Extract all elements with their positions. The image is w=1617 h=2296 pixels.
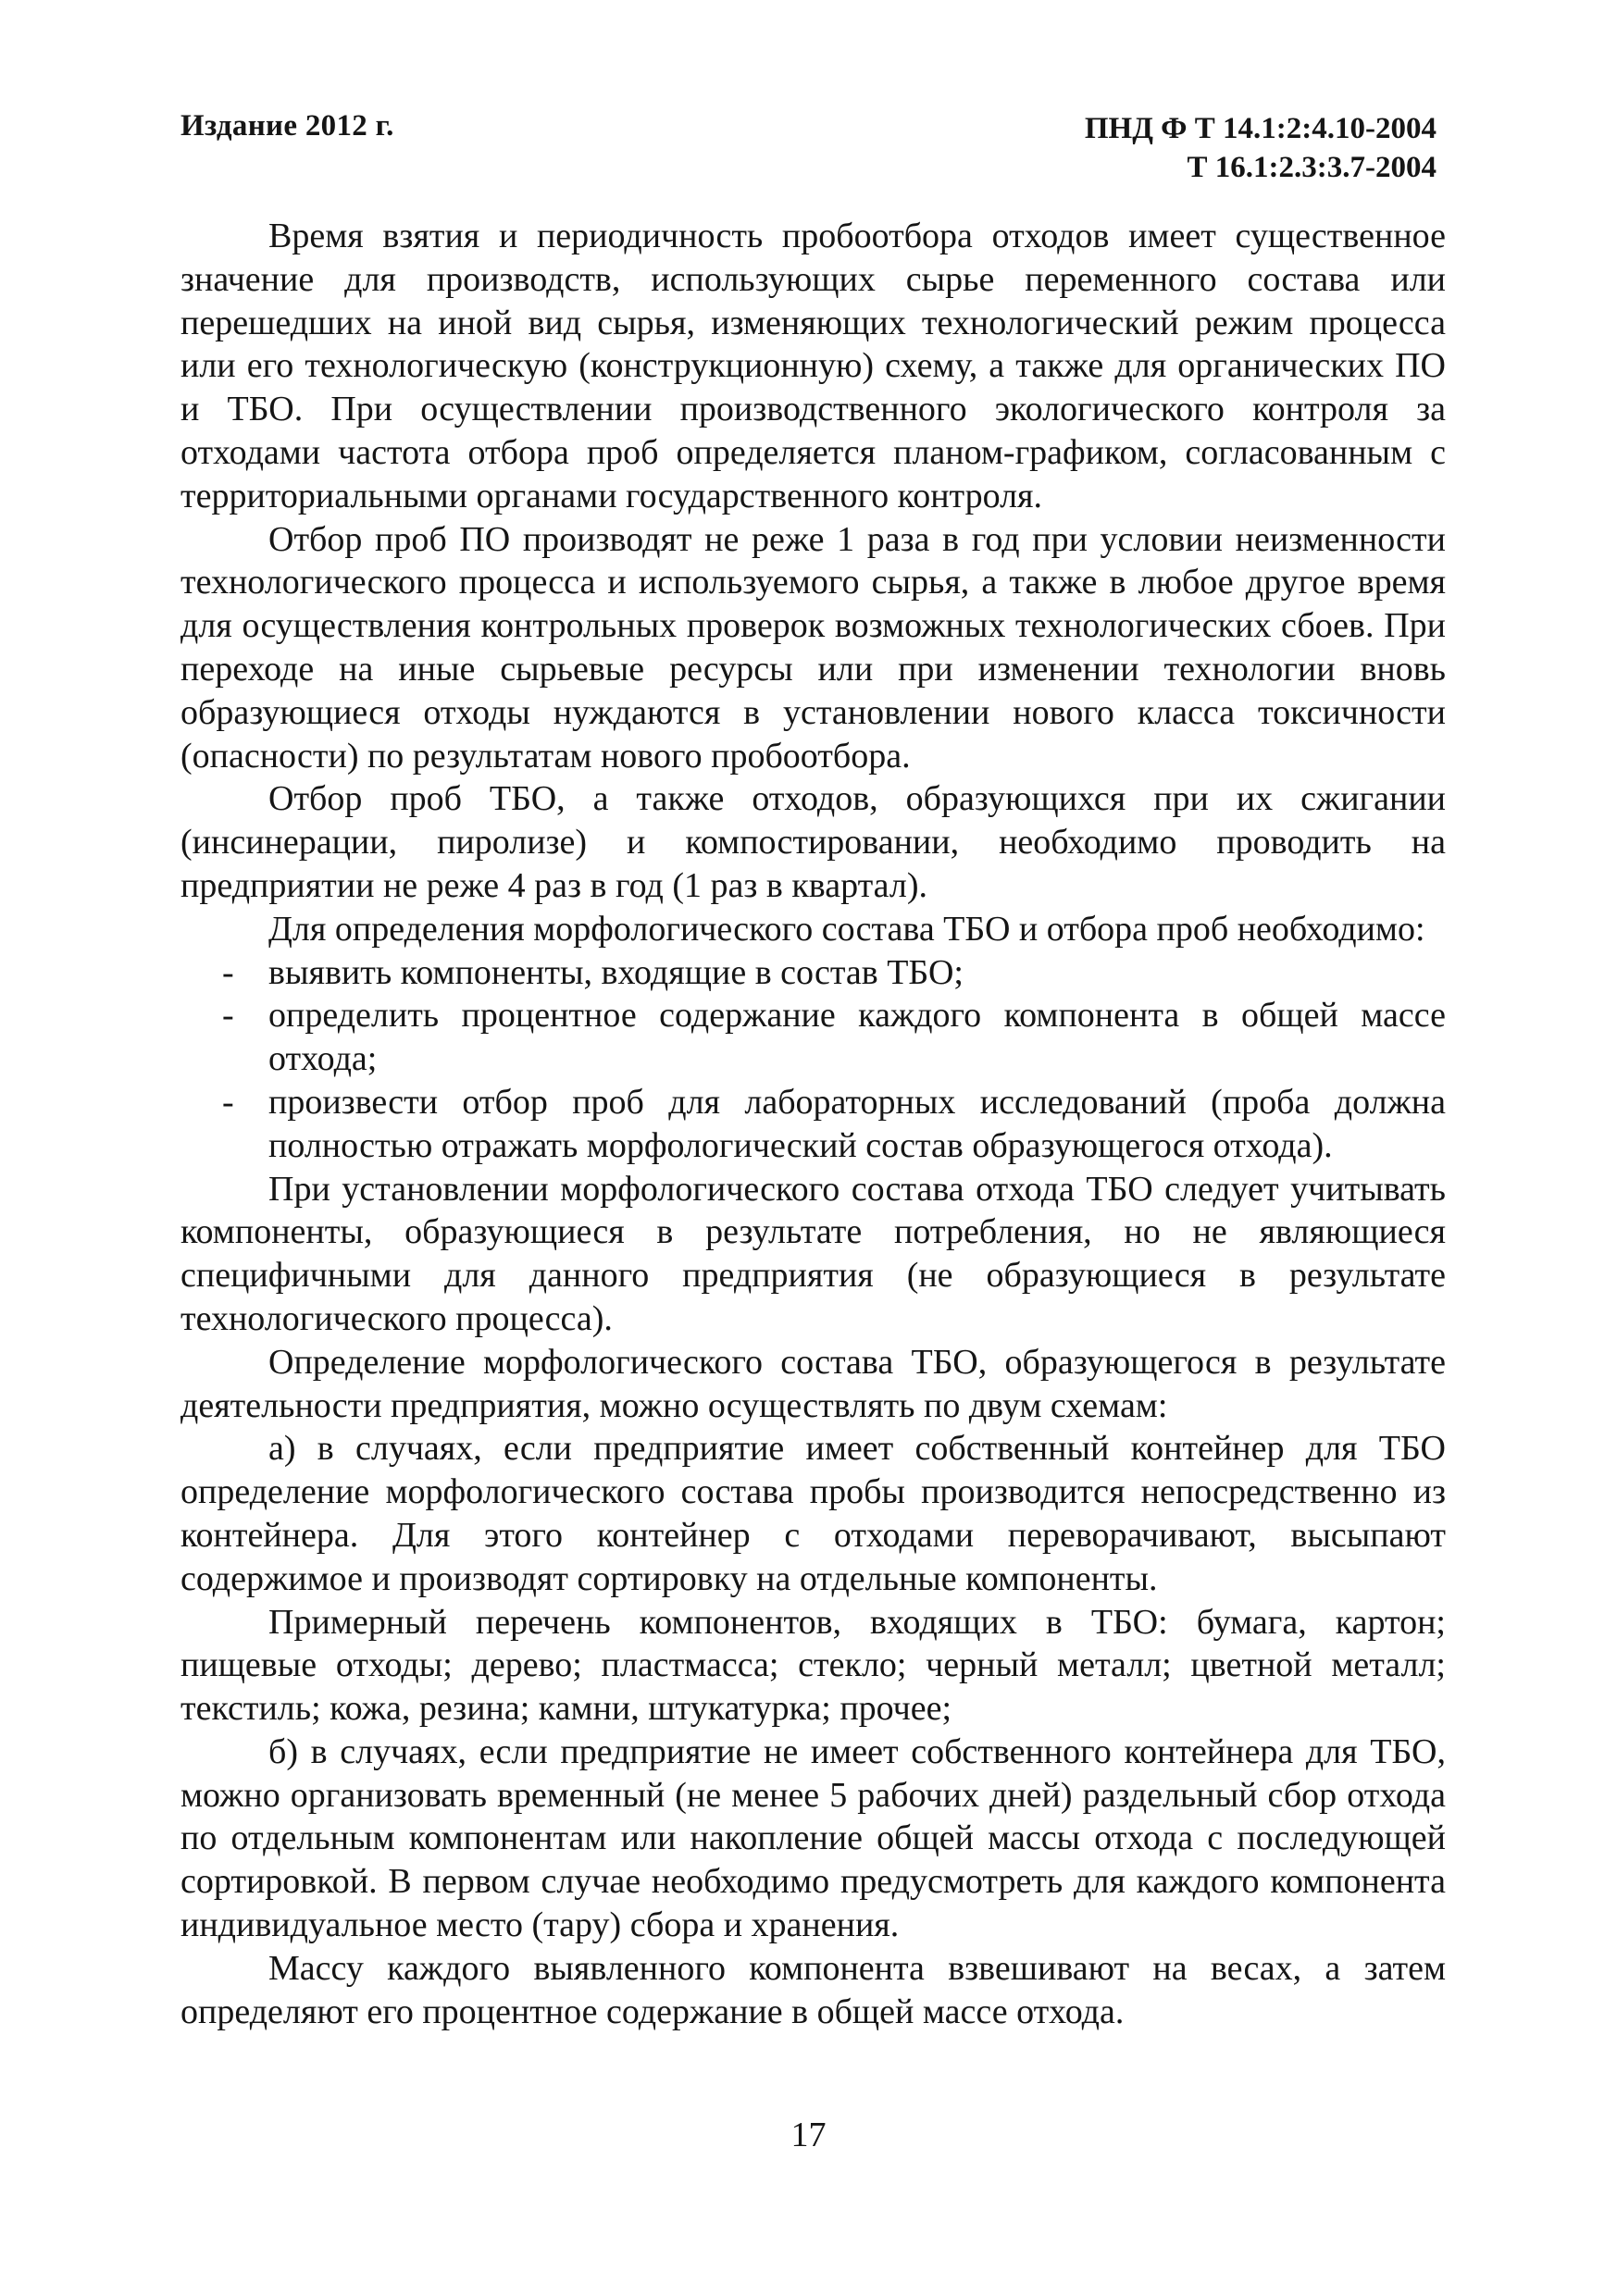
list-item: [180, 951, 1446, 995]
list-item-text: произвести отбор проб для лабораторных исследований (проба должна полностью отражать морфологический состав образующегося отхода).: [268, 1082, 1446, 1165]
paragraph-scheme-b: б) в случаях, если предприятие не имеет собственного контейнера для ТБО, можно организовать временный (не менее 5 рабочих дней) раздельный сбор отхода по отдельным компонентам или накопление общей массы отхода с последующей сортировкой. В первом случае необходимо предусмотреть для каждого компонента индивидуальное место (тару) сбора и хранения.: [180, 1731, 1446, 1945]
list-marker: -: [222, 1082, 234, 1122]
paragraph-morphology-intro: Для определения морфологического состава ТБО и отбора проб необходимо:: [268, 909, 1425, 949]
paragraph-tbo-sampling: Отбор проб ТБО, а также отходов, образующихся при их сжигании (инсинерации, пиролизе) и компостировании, необходимо проводить на предприятии не реже 4 раз в год (1 раз в квартал).: [180, 779, 1446, 905]
list-marker: -: [222, 996, 234, 1036]
document-code-line-1: ПНД Ф Т 14.1:2:4.10-2004: [1084, 112, 1437, 145]
body-text: [180, 215, 1446, 2033]
paragraph-sampling-timing: Время взятия и периодичность пробоотбора отходов имеет существенное значение для производств, использующих сырье переменного состава или перешедших на иной вид сырья, изменяющих технологический режим процесса или его технологическую (конструкционную) схему, а также для органических ПО и ТБО. При осуществлении производственного экологического контроля за отходами частота отбора проб определяется планом-графиком, согласованным с территориальными органами государственного контроля.: [180, 217, 1446, 515]
requirements-list: [180, 951, 1446, 1168]
edition-label: Издание 2012 г.: [180, 109, 394, 143]
page-number: 17: [790, 2116, 827, 2154]
document-code: [1085, 109, 1437, 187]
paragraph-components-consideration: При установлении морфологического состава отхода ТБО следует учитывать компоненты, образующиеся в результате потребления, но не являющиеся специфичными для данного предприятия (не образующиеся в результате технологического процесса).: [180, 1169, 1446, 1338]
paragraph-two-schemes: Определение морфологического состава ТБО, образующегося в результате деятельности предприятия, можно осуществлять по двум схемам:: [180, 1342, 1446, 1425]
list-marker: -: [222, 952, 234, 992]
list-item: [180, 1081, 1446, 1168]
list-item: [180, 994, 1446, 1081]
paragraph-scheme-a: а) в случаях, если предприятие имеет собственный контейнер для ТБО определение морфологического состава пробы производится непосредственно из контейнера. Для этого контейнер с отходами переворачивают, высыпают содержимое и производят сортировку на отдельные компоненты.: [180, 1429, 1446, 1598]
paragraph-component-list: Примерный перечень компонентов, входящих в ТБО: бумага, картон; пищевые отходы; дерево; пластмасса; стекло; черный металл; цветной металл; текстиль; кожа, резина; камни, штукатурка; прочее;: [180, 1602, 1446, 1729]
list-item-text: определить процентное содержание каждого компонента в общей массе отхода;: [268, 996, 1446, 1079]
document-code-line-2: Т 16.1:2.3:3.7-2004: [1187, 151, 1437, 184]
paragraph-weighing: Массу каждого выявленного компонента взвешивают на весах, а затем определяют его процентное содержание в общей массе отхода.: [180, 1948, 1446, 2031]
paragraph-po-sampling: Отбор проб ПО производят не реже 1 раза в год при условии неизменности технологического процесса и используемого сырья, а также в любое другое время для осуществления контрольных проверок возможных технологических сбоев. При переходе на иные сырьевые ресурсы или при изменении технологии вновь образующиеся отходы нуждаются в установлении нового класса токсичности (опасности) по результатам нового пробоотбора.: [180, 519, 1446, 776]
list-item-text: выявить компоненты, входящие в состав ТБО;: [268, 952, 964, 992]
